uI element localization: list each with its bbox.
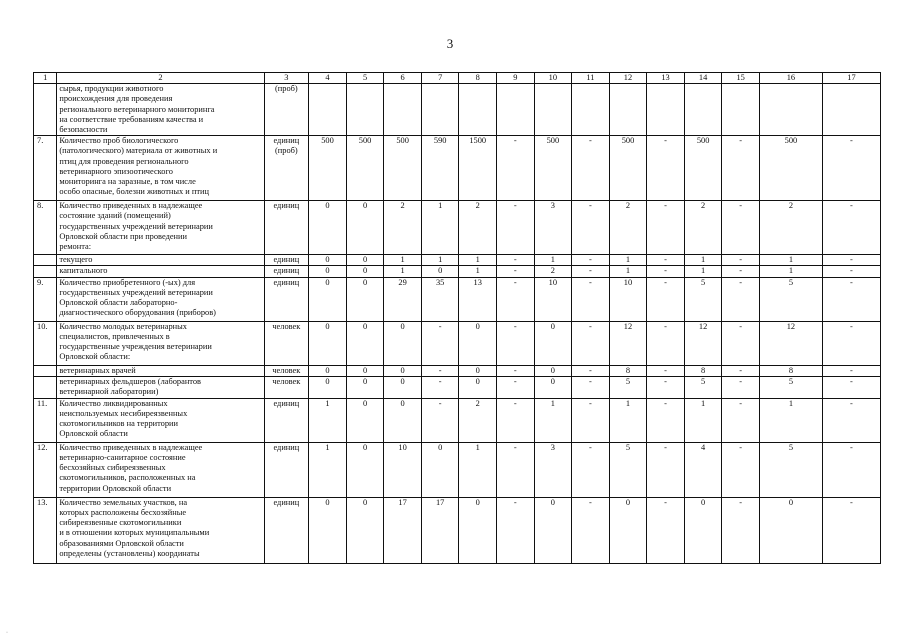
value-cell xyxy=(647,84,685,136)
value-cell: 0 xyxy=(684,497,722,563)
value-cell: 0 xyxy=(384,376,422,398)
value-cell: 0 xyxy=(346,398,384,442)
table-row xyxy=(34,136,881,201)
value-cell: - xyxy=(572,266,610,277)
value-cell: 2 xyxy=(759,201,822,255)
value-cell: 10 xyxy=(609,277,647,321)
indicator-name xyxy=(57,398,264,442)
indicator-name xyxy=(57,84,264,136)
indicator-name-line: ветеринарных фельдшеров (лаборантов xyxy=(59,376,201,386)
value-cell: 17 xyxy=(421,497,459,563)
value-cell: 0 xyxy=(309,321,347,365)
value-cell: 500 xyxy=(384,136,422,201)
indicator-name-line: Орловской области лабораторно- xyxy=(59,298,178,308)
value-cell: - xyxy=(572,201,610,255)
indicator-name-line: Количество ликвидированных xyxy=(59,398,168,408)
value-cell: - xyxy=(722,136,760,201)
value-cell: 12 xyxy=(759,321,822,365)
value-cell: 590 xyxy=(421,136,459,201)
value-cell: 1500 xyxy=(459,136,497,201)
value-cell: 1 xyxy=(609,398,647,442)
value-cell: - xyxy=(497,321,535,365)
value-cell: 0 xyxy=(346,277,384,321)
value-cell: 4 xyxy=(684,442,722,497)
indicator-name xyxy=(57,266,264,277)
value-cell: 1 xyxy=(609,266,647,277)
value-cell: 0 xyxy=(534,321,572,365)
value-cell: - xyxy=(572,136,610,201)
value-cell xyxy=(759,84,822,136)
value-cell: 1 xyxy=(421,255,459,266)
column-number-cell: 2 xyxy=(57,73,264,84)
value-cell: 1 xyxy=(684,398,722,442)
column-number-cell: 5 xyxy=(346,73,384,84)
value-cell xyxy=(497,84,535,136)
indicator-name-line: происхождения для проведения xyxy=(59,94,173,104)
unit-of-measure: единиц xyxy=(264,497,309,563)
indicator-name xyxy=(57,365,264,376)
column-number-cell: 6 xyxy=(384,73,422,84)
value-cell: 1 xyxy=(684,266,722,277)
indicator-name xyxy=(57,321,264,365)
unit-of-measure: человек xyxy=(264,321,309,365)
value-cell: - xyxy=(572,376,610,398)
unit-of-measure: единиц xyxy=(264,255,309,266)
value-cell: - xyxy=(822,201,880,255)
value-cell: 1 xyxy=(534,255,572,266)
value-cell: 2 xyxy=(384,201,422,255)
unit-of-measure: человек xyxy=(264,376,309,398)
indicator-name-line: образованиями Орловской области xyxy=(59,538,184,548)
value-cell: 0 xyxy=(346,321,384,365)
column-number-cell: 9 xyxy=(497,73,535,84)
value-cell xyxy=(822,84,880,136)
value-cell: - xyxy=(647,398,685,442)
unit-of-measure: единиц xyxy=(264,442,309,497)
value-cell xyxy=(421,84,459,136)
value-cell: 0 xyxy=(346,365,384,376)
value-cell: 10 xyxy=(384,442,422,497)
value-cell: 0 xyxy=(609,497,647,563)
value-cell: 0 xyxy=(346,497,384,563)
value-cell: - xyxy=(572,398,610,442)
unit-of-measure: единиц xyxy=(264,398,309,442)
value-cell: 1 xyxy=(421,201,459,255)
value-cell: 2 xyxy=(609,201,647,255)
value-cell xyxy=(309,84,347,136)
indicator-name-line: неиспользуемых несибиреязвенных xyxy=(59,409,188,419)
value-cell: - xyxy=(722,255,760,266)
value-cell: - xyxy=(822,398,880,442)
value-cell: 1 xyxy=(309,398,347,442)
value-cell: 0 xyxy=(346,442,384,497)
table-row xyxy=(34,365,881,376)
value-cell: - xyxy=(722,497,760,563)
indicator-name-line: птиц для проведения регионального xyxy=(59,156,189,166)
value-cell: 1 xyxy=(309,442,347,497)
value-cell: 2 xyxy=(684,201,722,255)
value-cell xyxy=(346,84,384,136)
value-cell: - xyxy=(572,497,610,563)
indicator-name xyxy=(57,376,264,398)
indicator-name-line: скотомогильников, расположенных на xyxy=(59,473,196,483)
indicator-name-line: Количество приведенных в надлежащее xyxy=(59,442,203,452)
indicator-name-line: мониторинга на заразные, в том числе xyxy=(59,177,196,187)
value-cell: 17 xyxy=(384,497,422,563)
value-cell: 1 xyxy=(459,442,497,497)
unit-of-measure: единиц xyxy=(264,201,309,255)
value-cell: 0 xyxy=(384,365,422,376)
value-cell: 5 xyxy=(609,376,647,398)
value-cell: - xyxy=(497,497,535,563)
column-number-cell: 16 xyxy=(759,73,822,84)
value-cell: 1 xyxy=(759,255,822,266)
table-row xyxy=(34,255,881,266)
value-cell: - xyxy=(822,497,880,563)
value-cell xyxy=(722,84,760,136)
unit-of-measure: единиц (проб) xyxy=(264,136,309,201)
indicator-name-line: Количество молодых ветеринарных xyxy=(59,321,187,331)
indicator-name-line: сырья, продукции животного xyxy=(59,84,164,94)
indicator-name xyxy=(57,255,264,266)
row-number xyxy=(34,376,57,398)
value-cell: 3 xyxy=(534,201,572,255)
indicator-name-line: Количество проб биологического xyxy=(59,136,179,146)
value-cell: - xyxy=(722,376,760,398)
value-cell: - xyxy=(421,321,459,365)
column-number-cell: 3 xyxy=(264,73,309,84)
value-cell: 500 xyxy=(534,136,572,201)
column-number-header xyxy=(34,73,881,84)
value-cell: - xyxy=(647,365,685,376)
value-cell: 1 xyxy=(609,255,647,266)
value-cell: 2 xyxy=(459,398,497,442)
column-number-cell: 1 xyxy=(34,73,57,84)
value-cell: 0 xyxy=(759,497,822,563)
indicator-name-line: на соответствие требованиям качества и xyxy=(59,114,204,124)
unit-of-measure: человек xyxy=(264,365,309,376)
indicator-name-line: ветеринарной лаборатории) xyxy=(59,387,159,397)
value-cell: - xyxy=(647,497,685,563)
value-cell: 8 xyxy=(609,365,647,376)
value-cell: 12 xyxy=(684,321,722,365)
value-cell: 0 xyxy=(346,266,384,277)
value-cell: - xyxy=(647,266,685,277)
value-cell: - xyxy=(572,255,610,266)
value-cell: 5 xyxy=(759,376,822,398)
value-cell xyxy=(684,84,722,136)
value-cell: 2 xyxy=(459,201,497,255)
value-cell: - xyxy=(822,255,880,266)
indicator-name-line: (патологического) материала от животных и xyxy=(59,146,218,156)
row-number: 13. xyxy=(34,497,57,563)
column-number-cell: 17 xyxy=(822,73,880,84)
column-number-cell: 8 xyxy=(459,73,497,84)
indicator-name-line: Количество приобретенного (-ых) для xyxy=(59,277,196,287)
value-cell: 10 xyxy=(534,277,572,321)
value-cell: 0 xyxy=(309,277,347,321)
value-cell xyxy=(459,84,497,136)
value-cell: 1 xyxy=(384,266,422,277)
value-cell: - xyxy=(722,398,760,442)
indicator-name xyxy=(57,442,264,497)
row-number: 10. xyxy=(34,321,57,365)
table-row xyxy=(34,201,881,255)
column-number-cell: 10 xyxy=(534,73,572,84)
value-cell: 0 xyxy=(309,255,347,266)
value-cell xyxy=(534,84,572,136)
value-cell: 1 xyxy=(759,266,822,277)
value-cell xyxy=(572,84,610,136)
value-cell: 5 xyxy=(609,442,647,497)
value-cell: - xyxy=(497,398,535,442)
value-cell: 35 xyxy=(421,277,459,321)
value-cell: - xyxy=(822,376,880,398)
value-cell: 0 xyxy=(309,266,347,277)
value-cell: 1 xyxy=(684,255,722,266)
value-cell: 5 xyxy=(759,442,822,497)
value-cell: - xyxy=(822,321,880,365)
table-row xyxy=(34,266,881,277)
value-cell: 0 xyxy=(346,376,384,398)
table-row xyxy=(34,442,881,497)
indicator-name-line: капитального xyxy=(59,266,108,276)
unit-of-measure: (проб) xyxy=(264,84,309,136)
table-row xyxy=(34,497,881,563)
indicator-name-line: ветеринарно-санитарное состояние xyxy=(59,453,186,463)
value-cell: 2 xyxy=(534,266,572,277)
table-row xyxy=(34,277,881,321)
value-cell: 0 xyxy=(459,376,497,398)
value-cell: - xyxy=(497,201,535,255)
value-cell: 0 xyxy=(309,376,347,398)
value-cell: 12 xyxy=(609,321,647,365)
column-number-cell: 14 xyxy=(684,73,722,84)
value-cell: - xyxy=(722,201,760,255)
indicator-name-line: текущего xyxy=(59,255,93,265)
value-cell: - xyxy=(647,321,685,365)
indicator-name-line: государственных учреждений ветеринарии xyxy=(59,221,213,231)
value-cell: - xyxy=(497,255,535,266)
column-number-cell: 12 xyxy=(609,73,647,84)
indicator-name-line: скотомогильников на территории xyxy=(59,419,179,429)
value-cell: 3 xyxy=(534,442,572,497)
value-cell: 0 xyxy=(534,497,572,563)
value-cell: 5 xyxy=(684,277,722,321)
value-cell: - xyxy=(822,136,880,201)
row-number: 8. xyxy=(34,201,57,255)
value-cell: - xyxy=(647,376,685,398)
indicator-name-line: Орловской области при проведении xyxy=(59,231,187,241)
value-cell: 500 xyxy=(759,136,822,201)
value-cell: 0 xyxy=(534,376,572,398)
value-cell: 0 xyxy=(346,201,384,255)
value-cell xyxy=(384,84,422,136)
indicator-name-line: Количество земельных участков, на xyxy=(59,497,188,507)
row-number: 9. xyxy=(34,277,57,321)
value-cell: - xyxy=(722,277,760,321)
unit-of-measure: единиц xyxy=(264,266,309,277)
row-number xyxy=(34,255,57,266)
value-cell: 0 xyxy=(421,266,459,277)
value-cell: - xyxy=(497,136,535,201)
value-cell: 0 xyxy=(459,497,497,563)
column-number-cell: 11 xyxy=(572,73,610,84)
value-cell: 500 xyxy=(609,136,647,201)
value-cell: 0 xyxy=(384,321,422,365)
indicator-name-line: Орловской области: xyxy=(59,352,131,362)
indicator-name xyxy=(57,201,264,255)
value-cell: - xyxy=(497,442,535,497)
indicator-name-line: особо опасные, болезни животных и птиц xyxy=(59,187,209,197)
page-number: 3 xyxy=(446,36,454,51)
value-cell: 5 xyxy=(684,376,722,398)
column-number-cell: 13 xyxy=(647,73,685,84)
value-cell: 1 xyxy=(534,398,572,442)
value-cell: 5 xyxy=(759,277,822,321)
value-cell: 0 xyxy=(459,365,497,376)
indicator-name-line: ремонта: xyxy=(59,242,92,252)
value-cell: 0 xyxy=(459,321,497,365)
value-cell: 0 xyxy=(534,365,572,376)
value-cell: 8 xyxy=(759,365,822,376)
value-cell: 1 xyxy=(759,398,822,442)
indicator-name xyxy=(57,497,264,563)
value-cell: 1 xyxy=(459,255,497,266)
value-cell: - xyxy=(722,266,760,277)
row-number xyxy=(34,266,57,277)
value-cell: 29 xyxy=(384,277,422,321)
indicator-name-line: безопасности xyxy=(59,125,108,135)
row-number xyxy=(34,365,57,376)
indicator-name-line: Количество приведенных в надлежащее xyxy=(59,201,203,211)
indicator-name-line: ветеринарных врачей xyxy=(59,365,136,375)
column-number-cell: 4 xyxy=(309,73,347,84)
value-cell: 500 xyxy=(346,136,384,201)
indicator-name-line: которых расположены бесхозяйные xyxy=(59,508,187,518)
indicator-name-line: регионального ветеринарного мониторинга xyxy=(59,104,215,114)
value-cell: 0 xyxy=(421,442,459,497)
unit-of-measure: единиц xyxy=(264,277,309,321)
value-cell: - xyxy=(722,321,760,365)
indicator-name-line: государственные учреждения ветеринарии xyxy=(59,342,212,352)
row-number: 7. xyxy=(34,136,57,201)
value-cell: - xyxy=(722,442,760,497)
indicator-name-line: и в отношении которых муниципальными xyxy=(59,528,210,538)
scan-dot: · xyxy=(6,630,8,636)
column-number-cell: 15 xyxy=(722,73,760,84)
value-cell: 8 xyxy=(684,365,722,376)
value-cell: 500 xyxy=(309,136,347,201)
value-cell: - xyxy=(572,442,610,497)
value-cell: - xyxy=(497,376,535,398)
value-cell: - xyxy=(421,365,459,376)
indicator-name-line: определены (установлены) координаты xyxy=(59,548,200,558)
value-cell: 0 xyxy=(309,201,347,255)
table-row xyxy=(34,84,881,136)
value-cell: - xyxy=(647,201,685,255)
table-row xyxy=(34,321,881,365)
value-cell: 1 xyxy=(384,255,422,266)
value-cell: 0 xyxy=(309,365,347,376)
value-cell xyxy=(609,84,647,136)
value-cell: 0 xyxy=(346,255,384,266)
indicator-name xyxy=(57,136,264,201)
value-cell: - xyxy=(822,442,880,497)
value-cell: - xyxy=(572,321,610,365)
table-row xyxy=(34,376,881,398)
indicator-name-line: ветеринарного эпизоотического xyxy=(59,166,173,176)
table-row xyxy=(34,398,881,442)
value-cell: - xyxy=(572,277,610,321)
row-number: 11. xyxy=(34,398,57,442)
value-cell: - xyxy=(497,277,535,321)
value-cell: 1 xyxy=(459,266,497,277)
indicator-name-line: сибиреязвенные скотомогильники xyxy=(59,518,182,528)
value-cell: 0 xyxy=(309,497,347,563)
value-cell: - xyxy=(822,365,880,376)
value-cell: - xyxy=(822,277,880,321)
value-cell: 0 xyxy=(384,398,422,442)
value-cell: - xyxy=(572,365,610,376)
indicator-name xyxy=(57,277,264,321)
indicator-name-line: государственных учреждений ветеринарии xyxy=(59,287,213,297)
value-cell: - xyxy=(421,376,459,398)
indicator-name-line: бесхозяйных сибиреязвенных xyxy=(59,463,166,473)
value-cell: 13 xyxy=(459,277,497,321)
value-cell: - xyxy=(497,266,535,277)
value-cell: - xyxy=(822,266,880,277)
value-cell: - xyxy=(647,136,685,201)
indicator-name-line: Орловской области xyxy=(59,429,128,439)
value-cell: - xyxy=(647,255,685,266)
value-cell: - xyxy=(421,398,459,442)
column-number-cell: 7 xyxy=(421,73,459,84)
value-cell: 500 xyxy=(684,136,722,201)
value-cell: - xyxy=(722,365,760,376)
indicator-name-line: специалистов, привлеченных в xyxy=(59,331,170,341)
indicator-name-line: состояние зданий (помещений) xyxy=(59,211,171,221)
indicators-table xyxy=(33,72,881,564)
row-number: 12. xyxy=(34,442,57,497)
value-cell: - xyxy=(647,277,685,321)
indicator-name-line: территории Орловской области xyxy=(59,483,172,493)
indicator-name-line: диагностического оборудования (приборов) xyxy=(59,308,216,318)
value-cell: - xyxy=(497,365,535,376)
value-cell: - xyxy=(647,442,685,497)
row-number xyxy=(34,84,57,136)
